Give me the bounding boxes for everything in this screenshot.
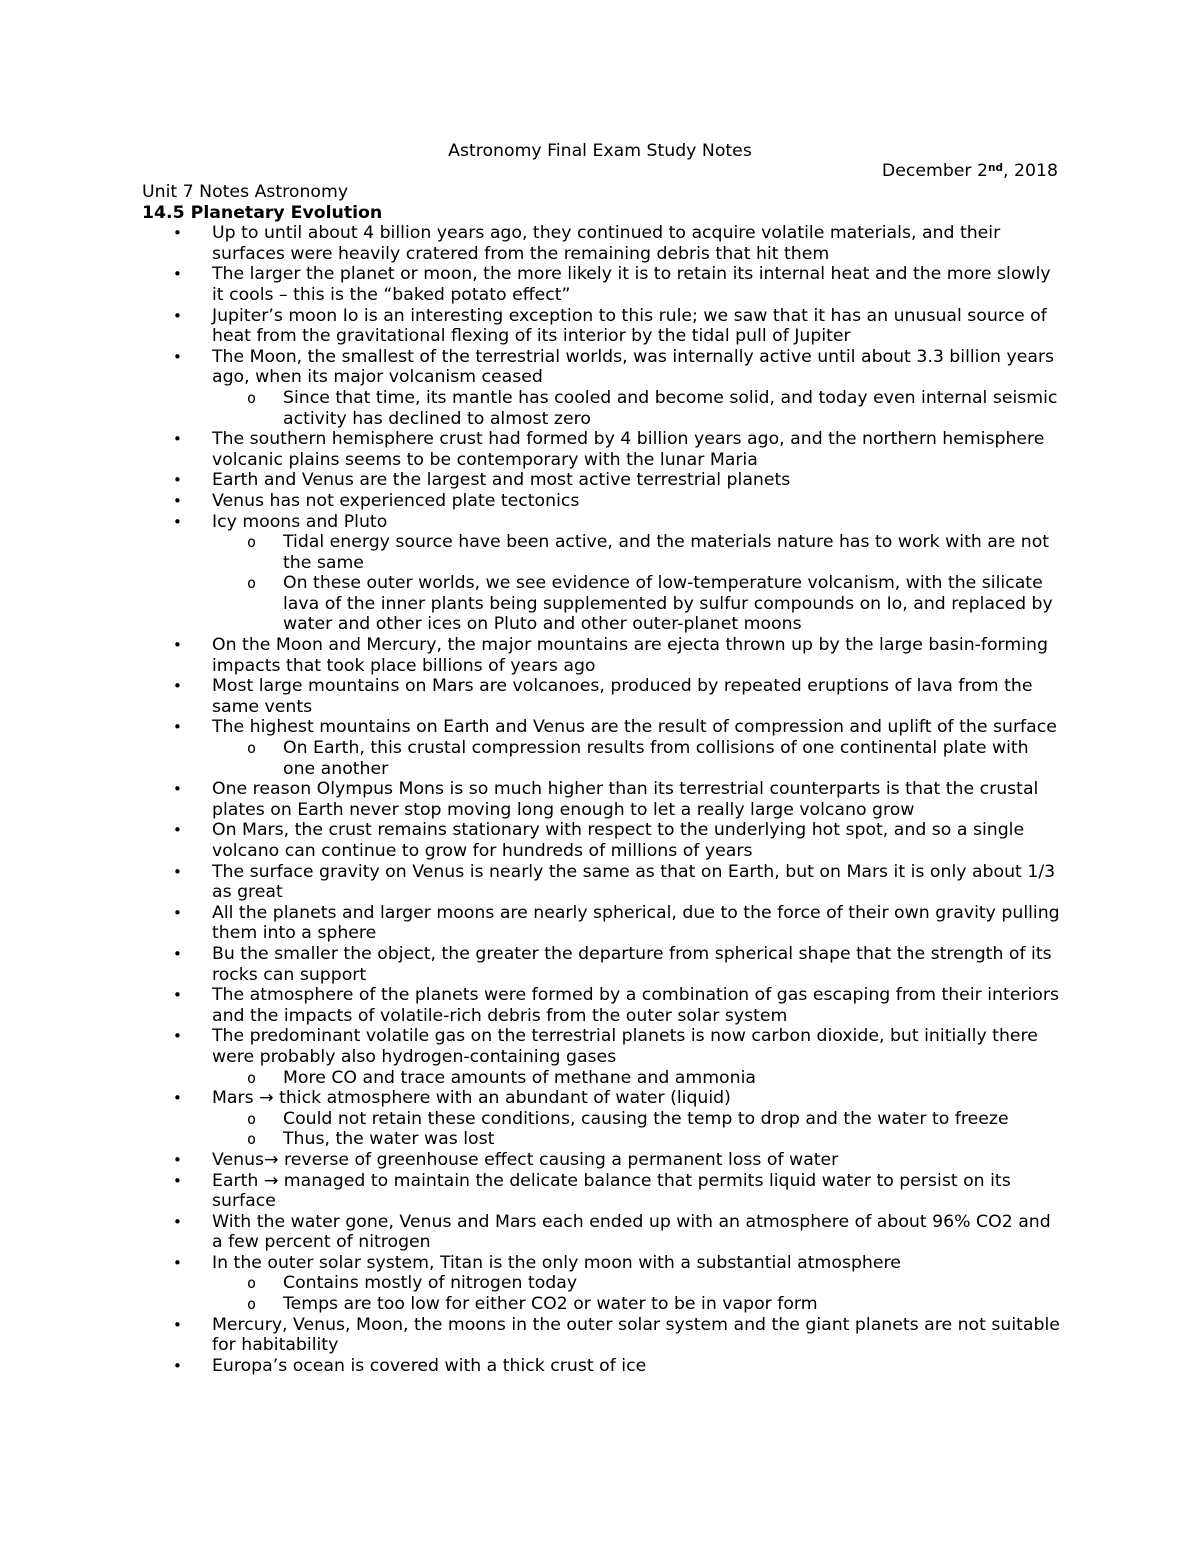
bullet-item: • Most large mountains on Mars are volcanoes, produced by repeated eruptions of lava from the same vents bbox=[142, 676, 1062, 717]
sub-bullet-item: o Since that time, its mantle has cooled and become solid, and today even internal seismic activity has declined to almost zero bbox=[142, 388, 1062, 429]
sub-bullet-item: o Contains mostly of nitrogen today bbox=[142, 1273, 1062, 1294]
bullet-item: • Icy moons and Pluto bbox=[142, 512, 1062, 533]
sub-bullet-item: o On Earth, this crustal compression results from collisions of one continental plate with one another bbox=[142, 738, 1062, 779]
sub-bullet-item: o On these outer worlds, we see evidence of low-temperature volcanism, with the silicate lava of the inner plants being supplemented by sulfur compounds on Io, and replaced by water and other ices on Pluto and other outer-planet moons bbox=[142, 573, 1062, 635]
date-prefix: December 2 bbox=[881, 161, 989, 181]
bullet-item: • Mars → thick atmosphere with an abundant of water (liquid) bbox=[142, 1088, 1062, 1109]
date-suffix: , 2018 bbox=[1003, 161, 1058, 181]
bullet-item: • One reason Olympus Mons is so much higher than its terrestrial counterparts is that the crustal plates on Earth never stop moving long enough to let a really large volcano grow bbox=[142, 779, 1062, 820]
bullet-item: • Venus→ reverse of greenhouse effect causing a permanent loss of water bbox=[142, 1150, 1062, 1171]
bullet-item: • The Moon, the smallest of the terrestrial worlds, was internally active until about 3.3 billion years ago, when its major volcanism ceased bbox=[142, 347, 1062, 388]
document-title: Astronomy Final Exam Study Notes bbox=[448, 141, 752, 161]
bullet-item: • In the outer solar system, Titan is the only moon with a substantial atmosphere bbox=[142, 1253, 1062, 1274]
bullet-item: • Mercury, Venus, Moon, the moons in the outer solar system and the giant planets are not suitable for habitability bbox=[142, 1315, 1062, 1356]
sub-bullet-item: o Could not retain these conditions, causing the temp to drop and the water to freeze bbox=[142, 1109, 1062, 1130]
bullet-item: • On Mars, the crust remains stationary with respect to the underlying hot spot, and so a single volcano can continue to grow for hundreds of millions of years bbox=[142, 820, 1062, 861]
bullet-item: • All the planets and larger moons are nearly spherical, due to the force of their own gravity pulling them into a sphere bbox=[142, 903, 1062, 944]
bullet-item: • Earth → managed to maintain the delicate balance that permits liquid water to persist on its surface bbox=[142, 1171, 1062, 1212]
bullet-item: • The larger the planet or moon, the more likely it is to retain its internal heat and the more slowly it cools – this is the “baked potato effect” bbox=[142, 264, 1062, 305]
bullet-item: • The surface gravity on Venus is nearly the same as that on Earth, but on Mars it is only about 1/3 as great bbox=[142, 862, 1062, 903]
sub-bullet-item: o More CO and trace amounts of methane and ammonia bbox=[142, 1068, 1062, 1089]
bullet-item: • Bu the smaller the object, the greater the departure from spherical shape that the strength of its rocks can support bbox=[142, 944, 1062, 985]
bullet-item: • On the Moon and Mercury, the major mountains are ejecta thrown up by the large basin-forming impacts that took place billions of years ago bbox=[142, 635, 1062, 676]
bullet-item: • With the water gone, Venus and Mars each ended up with an atmosphere of about 96% CO2 and a few percent of nitrogen bbox=[142, 1212, 1062, 1253]
date-superscript: nd bbox=[988, 162, 1004, 174]
bullet-item: • The predominant volatile gas on the terrestrial planets is now carbon dioxide, but initially there were probably also hydrogen-containing gases bbox=[142, 1026, 1062, 1067]
sub-bullet-item: o Tidal energy source have been active, and the materials nature has to work with are not the same bbox=[142, 532, 1062, 573]
bullet-item: • The highest mountains on Earth and Venus are the result of compression and uplift of the surface bbox=[142, 717, 1062, 738]
sub-bullet-item: o Thus, the water was lost bbox=[142, 1129, 1062, 1150]
notes-list bbox=[142, 223, 1062, 1376]
bullet-item: • The southern hemisphere crust had formed by 4 billion years ago, and the northern hemisphere volcanic plains seems to be contemporary with the lunar Maria bbox=[142, 429, 1062, 470]
sub-bullet-item: o Temps are too low for either CO2 or water to be in vapor form bbox=[142, 1294, 1062, 1315]
bullet-item: • Up to until about 4 billion years ago, they continued to acquire volatile materials, and their surfaces were heavily cratered from the remaining debris that hit them bbox=[142, 223, 1062, 264]
bullet-item: • The atmosphere of the planets were formed by a combination of gas escaping from their interiors and the impacts of volatile-rich debris from the outer solar system bbox=[142, 985, 1062, 1026]
section-heading: 14.5 Planetary Evolution bbox=[142, 202, 383, 223]
bullet-item: • Venus has not experienced plate tectonics bbox=[142, 491, 1062, 512]
unit-heading: Unit 7 Notes Astronomy bbox=[142, 182, 349, 202]
notes-content bbox=[142, 182, 1062, 1376]
document-date bbox=[600, 161, 1058, 182]
bullet-item: • Jupiter’s moon Io is an interesting exception to this rule; we saw that it has an unusual source of heat from the gravitational flexing of its interior by the tidal pull of Jupiter bbox=[142, 306, 1062, 347]
bullet-item: • Earth and Venus are the largest and most active terrestrial planets bbox=[142, 470, 1062, 491]
bullet-item: • Europa’s ocean is covered with a thick crust of ice bbox=[142, 1356, 1062, 1377]
